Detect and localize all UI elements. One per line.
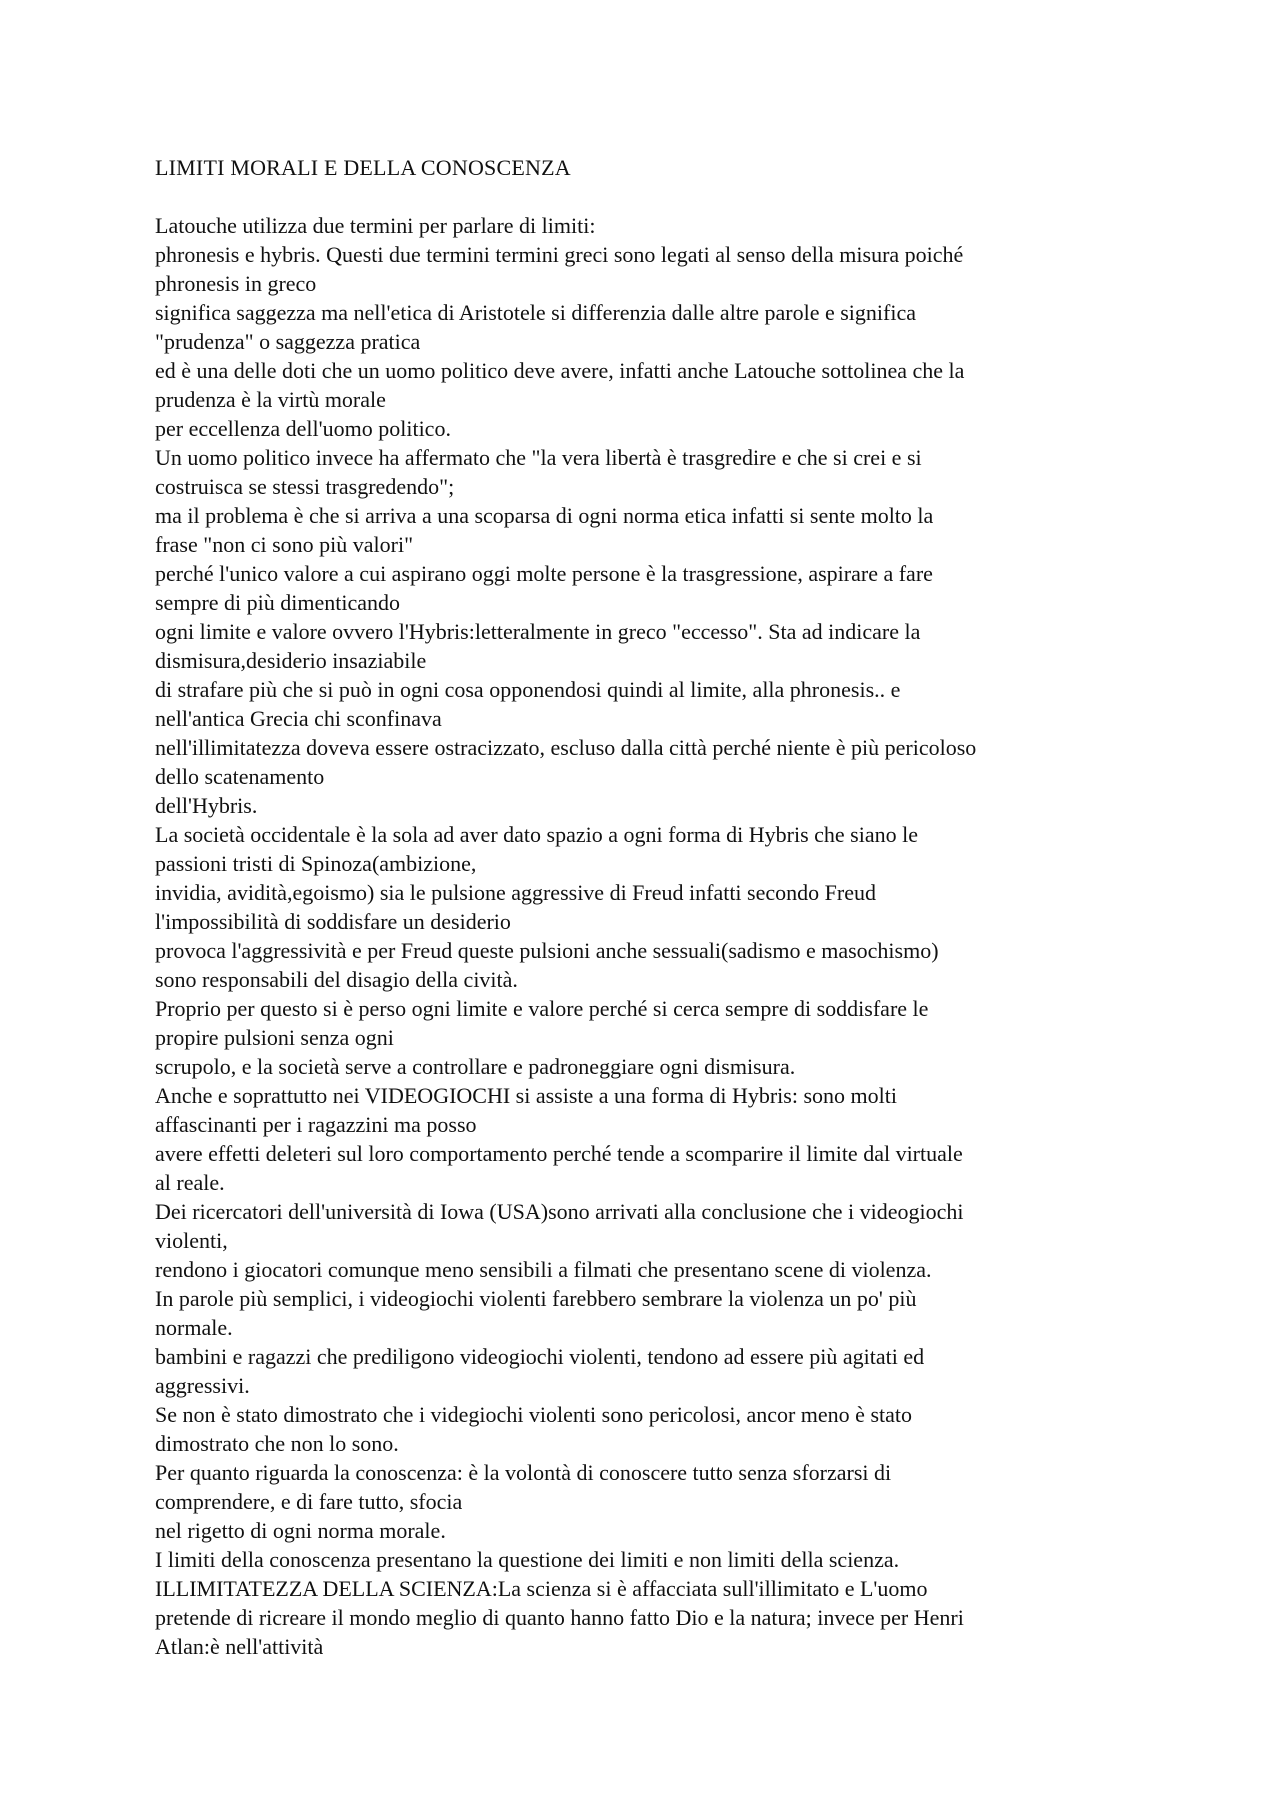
text-line: propire pulsioni senza ogni <box>155 1025 394 1050</box>
text-line: "prudenza" o saggezza pratica <box>155 329 421 354</box>
text-line: frase "non ci sono più valori" <box>155 532 414 557</box>
text-line: dell'Hybris. <box>155 793 258 818</box>
text-line: phronesis e hybris. Questi due termini termini greci sono legati al senso della misura poiché <box>155 242 964 267</box>
text-line: La società occidentale è la sola ad aver dato spazio a ogni forma di Hybris che siano le <box>155 822 918 847</box>
text-line: pretende di ricreare il mondo meglio di quanto hanno fatto Dio e la natura; invece per Henri <box>155 1605 964 1630</box>
text-line: per eccellenza dell'uomo politico. <box>155 416 451 441</box>
text-line: dismisura,desiderio insaziabile <box>155 648 427 673</box>
text-line: significa saggezza ma nell'etica di Aristotele si differenzia dalle altre parole e significa <box>155 300 916 325</box>
text-line: provoca l'aggressività e per Freud queste pulsioni anche sessuali(sadismo e masochismo) <box>155 938 939 963</box>
text-line: ma il problema è che si arriva a una scoparsa di ogni norma etica infatti si sente molto la <box>155 503 934 528</box>
text-line: perché l'unico valore a cui aspirano oggi molte persone è la trasgressione, aspirare a fare <box>155 561 933 586</box>
text-line: nell'antica Grecia chi sconfinava <box>155 706 442 731</box>
text-line: dimostrato che non lo sono. <box>155 1431 399 1456</box>
text-line: rendono i giocatori comunque meno sensibili a filmati che presentano scene di violenza. <box>155 1257 932 1282</box>
text-line: sono responsabili del disagio della cività. <box>155 967 518 992</box>
text-line: scrupolo, e la società serve a controllare e padroneggiare ogni dismisura. <box>155 1054 796 1079</box>
text-line: violenti, <box>155 1228 228 1253</box>
text-line: dello scatenamento <box>155 764 325 789</box>
text-line: affascinanti per i ragazzini ma posso <box>155 1112 477 1137</box>
document-text <box>155 211 1135 1661</box>
text-line: costruisca se stessi trasgredendo"; <box>155 474 455 499</box>
text-line: nell'illimitatezza doveva essere ostracizzato, escluso dalla città perché niente è più pericoloso <box>155 735 977 760</box>
text-line: normale. <box>155 1315 233 1340</box>
text-line: Un uomo politico invece ha affermato che "la vera libertà è trasgredire e che si crei e si <box>155 445 922 470</box>
text-line: Per quanto riguarda la conoscenza: è la volontà di conoscere tutto senza sforzarsi di <box>155 1460 892 1485</box>
text-line: sempre di più dimenticando <box>155 590 400 615</box>
text-line: In parole più semplici, i videogiochi violenti farebbero sembrare la violenza un po' più <box>155 1286 917 1311</box>
text-line: avere effetti deleteri sul loro comportamento perché tende a scomparire il limite dal virtuale <box>155 1141 963 1166</box>
document-body <box>155 153 1135 1661</box>
text-line: Dei ricercatori dell'università di Iowa (USA)sono arrivati alla conclusione che i videogiochi <box>155 1199 964 1224</box>
text-line: passioni tristi di Spinoza(ambizione, <box>155 851 477 876</box>
text-line: comprendere, e di fare tutto, sfocia <box>155 1489 463 1514</box>
text-line: phronesis in greco <box>155 271 317 296</box>
text-line: nel rigetto di ogni norma morale. <box>155 1518 446 1543</box>
text-line: Latouche utilizza due termini per parlare di limiti: <box>155 213 596 238</box>
text-line: Anche e soprattutto nei VIDEOGIOCHI si assiste a una forma di Hybris: sono molti <box>155 1083 897 1108</box>
document-title: LIMITI MORALI E DELLA CONOSCENZA <box>155 155 571 180</box>
text-line: prudenza è la virtù morale <box>155 387 386 412</box>
text-line: l'impossibilità di soddisfare un desiderio <box>155 909 511 934</box>
text-line: ILLIMITATEZZA DELLA SCIENZA:La scienza si è affacciata sull'illimitato e L'uomo <box>155 1576 928 1601</box>
text-line: invidia, avidità,egoismo) sia le pulsione aggressive di Freud infatti secondo Freud <box>155 880 876 905</box>
text-line: ogni limite e valore ovvero l'Hybris:letteralmente in greco "eccesso". Sta ad indicare la <box>155 619 921 644</box>
text-line: Proprio per questo si è perso ogni limite e valore perché si cerca sempre di soddisfare le <box>155 996 929 1021</box>
text-line: aggressivi. <box>155 1373 250 1398</box>
text-line: di strafare più che si può in ogni cosa opponendosi quindi al limite, alla phronesis.. e <box>155 677 901 702</box>
text-line: ed è una delle doti che un uomo politico deve avere, infatti anche Latouche sottolinea che la <box>155 358 965 383</box>
text-line: bambini e ragazzi che prediligono videogiochi violenti, tendono ad essere più agitati ed <box>155 1344 925 1369</box>
text-line: I limiti della conoscenza presentano la questione dei limiti e non limiti della scienza. <box>155 1547 900 1572</box>
text-line: al reale. <box>155 1170 225 1195</box>
text-line: Se non è stato dimostrato che i videgiochi violenti sono pericolosi, ancor meno è stato <box>155 1402 913 1427</box>
text-line: Atlan:è nell'attività <box>155 1634 324 1659</box>
